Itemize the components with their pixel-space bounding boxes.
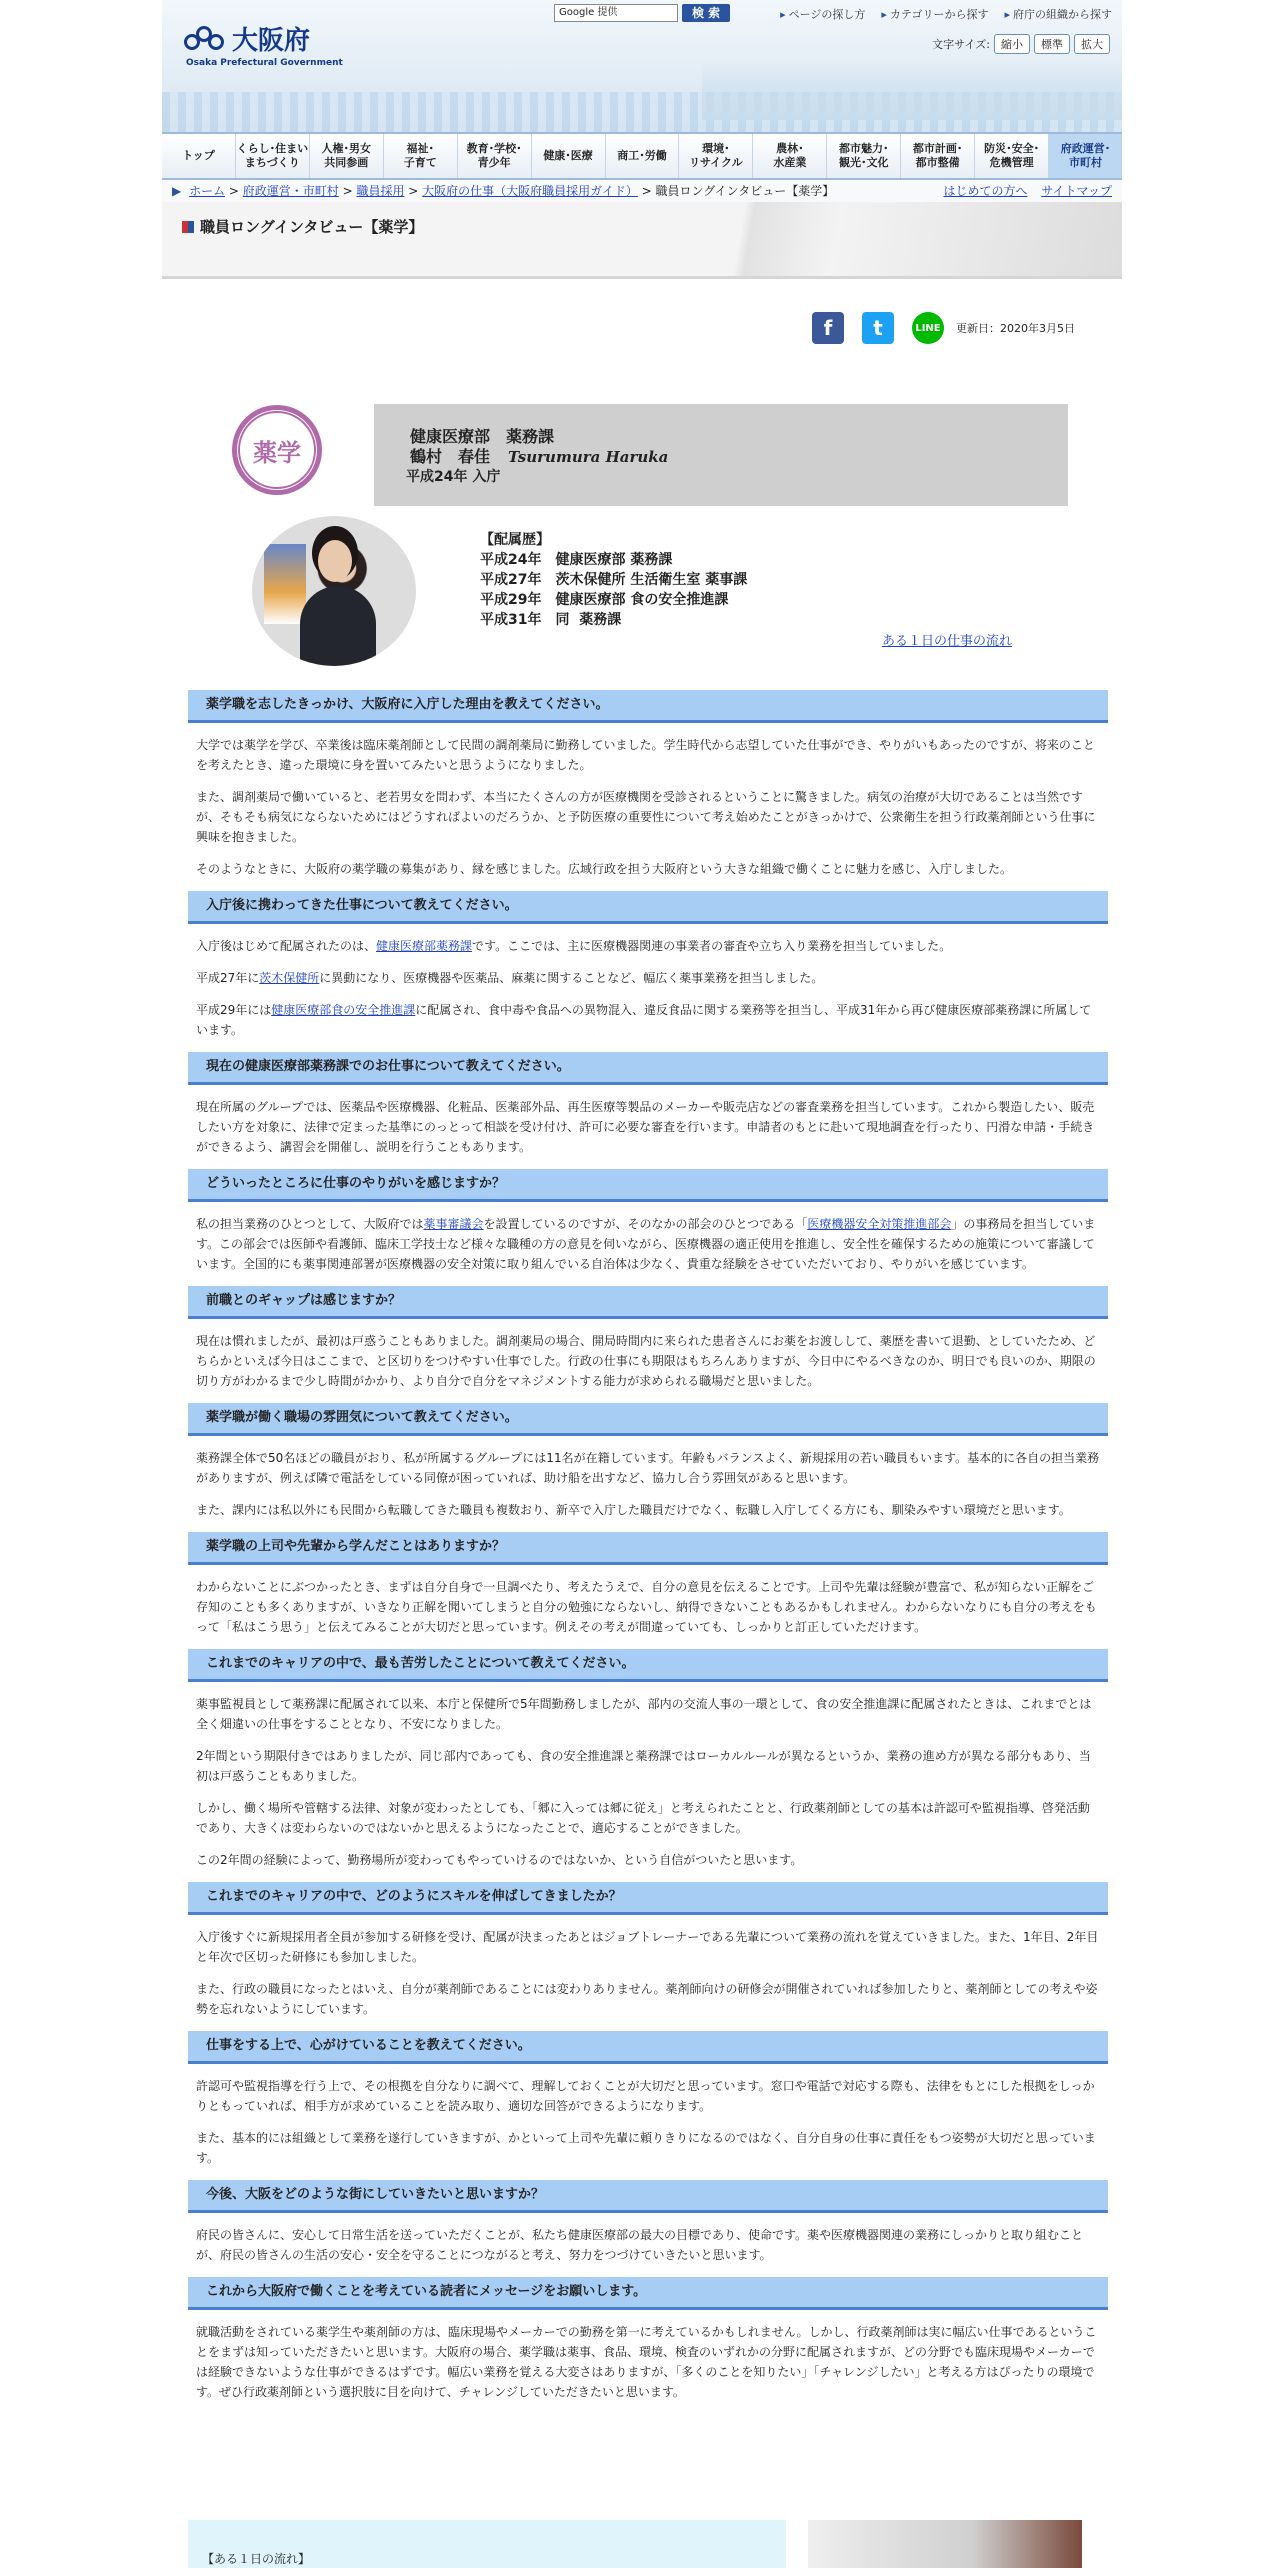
nav-item[interactable]: くらし･住まい まちづくり [236, 134, 310, 178]
nav-item[interactable]: 農林･ 水産業 [753, 134, 827, 178]
breadcrumb-item[interactable]: 大阪府の仕事（大阪府職員採用ガイド） [422, 184, 638, 198]
answer-paragraph: また、基本的には組織として業務を遂行していきますが、かといって上司や先輩に頼りきりになるのではなく、自分自身の仕事に責任をもつ姿勢が大切だと思っています。 [196, 2131, 1096, 2165]
nav-item[interactable]: 健康･医療 [532, 134, 606, 178]
nav-item[interactable]: 商工･労働 [606, 134, 680, 178]
day-flow-photo [808, 2520, 1082, 2568]
nav-item[interactable]: 防災･安全･ 危機管理 [975, 134, 1049, 178]
twitter-share-icon[interactable]: t [862, 312, 894, 344]
inline-link[interactable]: 健康医療部食の安全推進課 [271, 1003, 416, 1017]
field-badge [232, 405, 322, 495]
assignment-history [480, 530, 747, 630]
profile-name-row [410, 444, 668, 467]
answer-paragraph: 府民の皆さんに、安心して日常生活を送っていただくことが、私たち健康医療部の最大の目標であり、使命です。薬や医療機器関連の業務にしっかりと取り組むことが、府民の皆さんの生活の安心・安全を守ることにつながると考え、努力をつづけていきたいと思います。 [196, 2228, 1084, 2262]
search-button[interactable]: 検 索 [682, 4, 730, 22]
font-size-label: 文字サイズ: [932, 38, 990, 51]
answer-paragraph: 大学では薬学を学び、卒業後は臨床薬剤師として民間の調剤薬局に勤務していました。学生時代から志望していた仕事ができ、やりがいもあったのですが、将来のことを考えたとき、違った環境に身を置いてみたいと思うようになりました。 [196, 738, 1095, 772]
question-heading: これまでのキャリアの中で、どのようにスキルを伸ばしてきましたか？ [188, 1882, 1108, 1915]
share-bar [812, 312, 1075, 344]
line-share-icon[interactable]: LINE [912, 312, 944, 344]
photo-poster [264, 544, 306, 624]
photo-person [300, 586, 376, 666]
nav-item[interactable]: 教育･学校･ 青少年 [458, 134, 532, 178]
nav-item[interactable]: 福祉･ 子育て [384, 134, 458, 178]
answer-paragraph: 私の担当業務のひとつとして、大阪府では薬事審議会を設置しているのですが、そのなかの部会のひとつである「医療機器安全対策推進部会」の事務局を担当しています。この部会では医師や看護師、臨床工学技士など様々な職種の方の意見を伺いながら、医療機器の適正使用を推進し、安全性を確保するための施策について審議しています。全国的にも薬事関連部署が医療機器の安全対策に取り組んでいる自治体は少なく、貴重な経験をさせていただいており、やりがいを感じています。 [196, 1217, 1096, 1271]
global-nav [162, 132, 1122, 180]
field-badge-label: 薬学 [238, 411, 316, 489]
breadcrumb-current: 職員ロングインタビュー【薬学】 [655, 184, 835, 198]
link-how-to-find[interactable]: ▸ ページの探し方 [780, 6, 865, 22]
site-logo[interactable] [184, 20, 310, 57]
question-heading: 仕事をする上で、心がけていることを教えてください。 [188, 2031, 1108, 2064]
history-item: 平成27年 茨木保健所 生活衛生室 薬事課 [480, 572, 748, 588]
breadcrumb-arrow-icon: ▶ [172, 184, 182, 198]
answer-paragraph: しかし、働く場所や管轄する法律、対象が変わったとしても、「郷に入っては郷に従え」と考えられたことと、行政薬剤師としての基本は許認可や監視指導、啓発活動であり、大きくは変わらないのではないかと思えるようになったことで、適応することができました。 [196, 1801, 1090, 1835]
inline-link[interactable]: 茨木保健所 [259, 971, 320, 985]
link-organization[interactable]: ▸ 府庁の組織から探す [1004, 6, 1112, 22]
answer-paragraph: 入庁後はじめて配属されたのは、健康医療部薬務課です。ここでは、主に医療機器関連の事業者の審査や立ち入り業務を担当していました。 [196, 939, 952, 953]
photo-face [318, 540, 352, 582]
inline-link[interactable]: 薬事審議会 [423, 1217, 484, 1231]
question-heading: 薬学職の上司や先輩から学んだことはありますか？ [188, 1532, 1108, 1565]
history-item: 平成24年 健康医療部 薬務課 [480, 552, 673, 568]
day-flow-box [188, 2520, 786, 2568]
header-skyline [702, 60, 1122, 120]
logo-text: 大阪府 [232, 26, 311, 56]
history-title: 【配属歴】 [480, 532, 550, 548]
question-heading: これまでのキャリアの中で、最も苦労したことについて教えてください。 [188, 1649, 1108, 1682]
day-flow-title: 【ある１日の流れ】 [202, 2552, 311, 2566]
nav-item[interactable]: 都市計画･ 都市整備 [901, 134, 975, 178]
utility-links [780, 6, 1112, 22]
nav-item[interactable]: 都市魅力･ 観光･文化 [827, 134, 901, 178]
question-heading: これから大阪府で働くことを考えている読者にメッセージをお願いします。 [188, 2277, 1108, 2310]
link-sitemap[interactable]: サイトマップ [1041, 184, 1112, 198]
answer-paragraph: 就職活動をされている薬学生や薬剤師の方は、臨床現場やメーカーでの勤務を第一に考えているかもしれません。しかし、行政薬剤師は実に幅広い仕事であるということをまずは知っていただきたいと思います。大阪府の場合、薬学職は薬事、食品、環境、検査のいずれかの分野に配属されますが、どの分野でも臨床現場やメーカーでは経験できないような仕事ができるはずです。幅広い業務を覚える大変さはありますが、「多くのことを知りたい」「チャレンジしたい」と考える方はぴったりの環境です。ぜひ行政薬剤師という選択肢に目を向けて、チャレンジしていただきたいと思います。 [196, 2325, 1097, 2399]
updated-date: 更新日：2020年3月5日 [956, 322, 1075, 335]
logo-subtitle: Osaka Prefectural Government [186, 58, 343, 68]
answer-paragraph: 現在所属のグループでは、医薬品や医療機器、化粧品、医薬部外品、再生医療等製品のメーカーや販売店などの審査業務を担当しています。これから製造したい、販売したい方を対象に、法律で定まった基準にのっとって相談を受け付け、許可に必要な審査を行います。申請者のもとに赴いて現地調査を行ったり、円滑な申請・手続きができるよう、講習会を開催し、説明を行うこともあります。 [196, 1100, 1095, 1154]
answer-paragraph: 薬務課全体で50名ほどの職員がおり、私が所属するグループには11名が在籍しています。年齢もバランスよく、新規採用の若い職員もいます。基本的に各自の担当業務がありますが、例えば隣で電話をしている同僚が困っていれば、助け船を出すなど、協力し合う雰囲気があると思います。 [196, 1451, 1100, 1485]
facebook-share-icon[interactable]: f [812, 312, 844, 344]
page-title: 職員ロングインタビュー【薬学】 [182, 216, 423, 237]
nav-item[interactable]: 環境･ リサイクル [679, 134, 753, 178]
history-item: 平成29年 健康医療部 食の安全推進課 [480, 592, 729, 608]
profile-joined: 平成24年 入庁 [406, 469, 501, 485]
search-form [554, 4, 730, 22]
answer-paragraph: 許認可や監視指導を行う上で、その根拠を自分なりに調べて、理解しておくことが大切だと思っています。窓口や電話で対応する際も、法律をもとにした根拠をしっかりともっていれば、相手方が求めていることを読み取り、適切な回答ができるようになります。 [196, 2079, 1095, 2113]
breadcrumb-item[interactable]: 職員採用 [356, 184, 405, 198]
search-input[interactable]: Google 提供 [554, 4, 678, 22]
breadcrumb-home[interactable]: ホーム [189, 184, 226, 198]
font-size-control [932, 34, 1110, 54]
answer-paragraph: 薬事監視員として薬務課に配属されて以来、本庁と保健所で5年間勤務しましたが、部内の交流人事の一環として、食の安全推進課に配属されたときは、これまでとは全く畑違いの仕事をすることとなり、不安になりました。 [196, 1697, 1092, 1731]
question-heading: どういったところに仕事のやりがいを感じますか？ [188, 1169, 1108, 1202]
question-heading: 今後、大阪をどのような街にしていきたいと思いますか？ [188, 2180, 1108, 2213]
font-size-large-button[interactable]: 拡大 [1074, 34, 1110, 54]
answer-paragraph: 平成29年には健康医療部食の安全推進課に配属され、食中毒や食品への異物混入、違反食品に関する業務等を担当し、平成31年から再び健康医療部薬務課に所属しています。 [196, 1003, 1092, 1037]
answer-paragraph: 入庁後すぐに新規採用者全員が参加する研修を受け、配属が決まったあとはジョブトレーナーである先輩について業務の流れを覚えていきました。また、1年目、2年目と年次で区切った研修にも参加しました。 [196, 1930, 1099, 1964]
nav-item[interactable]: 人権･男女 共同参画 [310, 134, 384, 178]
answer-paragraph: 現在は慣れましたが、最初は戸惑うこともありました。調剤薬局の場合、開局時間内に来られた患者さんにお薬をお渡しして、薬歴を書いて退勤、としていたため、どちらかといえば今日はここまで、と区切りをつけやすい仕事でした。行政の仕事にも期限はもちろんありますが、今日中にやるべきなのか、明日でも良いのか、期限の切り方がわかるまで少し時間がかかり、より自分で自分をマネジメントする能力が求められる職場だと思いました。 [196, 1334, 1096, 1388]
help-links [933, 180, 1112, 202]
breadcrumb-item[interactable]: 府政運営・市町村 [242, 184, 339, 198]
nav-item[interactable]: トップ [162, 134, 236, 178]
answer-paragraph: この2年間の経験によって、勤務場所が変わってもやっていけるのではないか、という自信がついたと思います。 [196, 1853, 803, 1867]
question-heading: 入庁後に携わってきた仕事について教えてください。 [188, 891, 1108, 924]
interview-content [188, 690, 1108, 2414]
question-heading: 薬学職を志したきっかけ、大阪府に入庁した理由を教えてください。 [188, 690, 1108, 723]
profile-name: 鶴村 春佳 [410, 447, 491, 466]
osaka-emblem-icon [184, 24, 228, 54]
question-heading: 現在の健康医療部薬務課でのお仕事について教えてください。 [188, 1052, 1108, 1085]
font-size-normal-button[interactable]: 標準 [1034, 34, 1070, 54]
profile-name-en: Tsurumura Haruka [508, 448, 669, 466]
answer-paragraph: 2年間という期限付きではありましたが、同じ部内であっても、食の安全推進課と薬務課ではローカルルールが異なるというか、業務の進め方が異なる部分もあり、当初は戸惑うこともありました。 [196, 1749, 1091, 1783]
day-flow-link[interactable]: ある１日の仕事の流れ [882, 634, 1013, 649]
profile-header [374, 404, 1068, 506]
question-heading: 薬学職が働く職場の雰囲気について教えてください。 [188, 1403, 1108, 1436]
breadcrumb: ▶ ホーム > 府政運営・市町村 > 職員採用 > 大阪府の仕事（大阪府職員採用ガイド） > 職員ロングインタビュー【薬学】 はじめての方へ サイトマップ [162, 180, 1122, 202]
answer-paragraph: また、課内には私以外にも民間から転職してきた職員も複数おり、新卒で入庁した職員だけでなく、転職し入庁してくる方にも、馴染みやすい環境だと思います。 [196, 1503, 1071, 1517]
profile-dept: 健康医療部 薬務課 [410, 427, 555, 446]
title-bar [162, 202, 1122, 279]
nav-item-active[interactable]: 府政運営･ 市町村 [1049, 134, 1122, 178]
history-item: 平成31年 同 薬務課 [480, 612, 622, 628]
font-size-small-button[interactable]: 縮小 [994, 34, 1030, 54]
answer-paragraph: そのようなときに、大阪府の薬学職の募集があり、縁を感じました。広域行政を担う大阪府という大きな組織で働くことに魅力を感じ、入庁しました。 [196, 862, 1013, 876]
site-header [162, 0, 1122, 132]
answer-paragraph: また、行政の職員になったとはいえ、自分が薬剤師であることには変わりありません。薬剤師向けの研修会が開催されていれば参加したりと、薬剤師としての考えや姿勢を忘れないようにしています。 [196, 1982, 1098, 2016]
link-category[interactable]: ▸ カテゴリーから探す [881, 6, 988, 22]
inline-link[interactable]: 健康医療部薬務課 [376, 939, 473, 953]
answer-paragraph: わからないことにぶつかったとき、まずは自分自身で一旦調べたり、考えたうえで、自分の意見を伝えることです。上司や先輩は経験が豊富で、私が知らない正解をご存知のことも多くありますが、いきなり正解を聞いてしまうと自分の勉強にならないし、納得できないこともあるかもしれません。わからないなりにも自分の考えをもって「私はこう思う」と伝えてみることが大切だと思っています。例えその考えが間違っていても、しっかりと訂正していただけます。 [196, 1580, 1097, 1634]
profile-photo [252, 516, 416, 666]
link-first-visit[interactable]: はじめての方へ [943, 184, 1028, 198]
page [162, 0, 1122, 2568]
answer-paragraph: 平成27年に茨木保健所に異動になり、医療機器や医薬品、麻薬に関することなど、幅広く薬事業務を担当しました。 [196, 971, 824, 985]
question-heading: 前職とのギャップは感じますか？ [188, 1286, 1108, 1319]
inline-link[interactable]: 医療機器安全対策推進部会 [807, 1217, 952, 1231]
answer-paragraph: また、調剤薬局で働いていると、老若男女を問わず、本当にたくさんの方が医療機関を受診されるということに驚きました。病気の治療が大切であることは当然ですが、そもそも病気にならないためにはどうすればよいのだろうか、と予防医療の重要性について考え始めたことがきっかけで、公衆衛生を担う行政薬剤師という仕事に興味を抱きました。 [196, 790, 1096, 844]
